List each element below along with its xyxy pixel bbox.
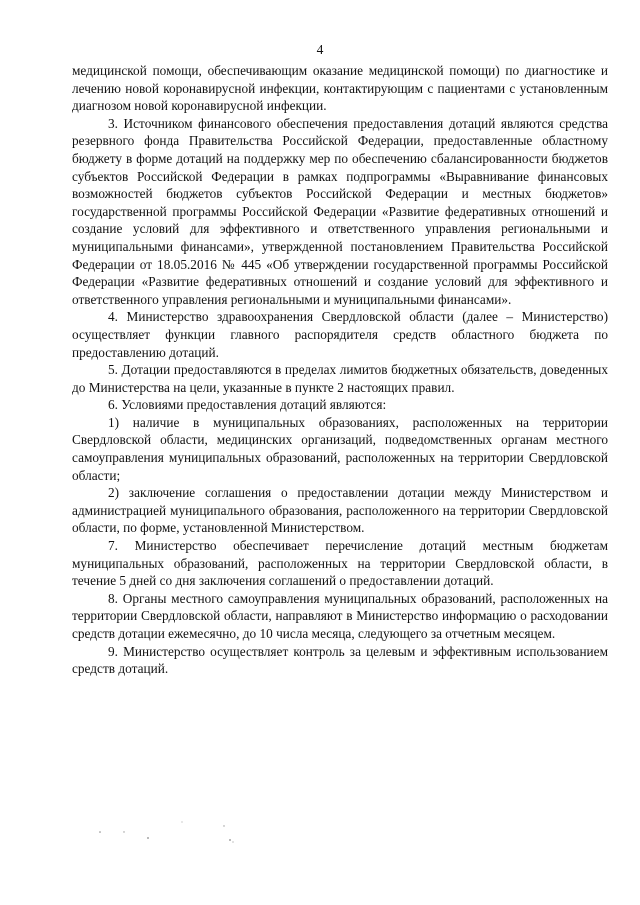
- condition-item-1: 1) наличие в муниципальных образованиях, расположенных на территории Свердловской области, медицинских организаций, подведомственных органам местного самоуправления муниципальных образований, расположенных на территории Свердловской области;: [72, 414, 608, 483]
- document-body: [72, 62, 608, 678]
- condition-item-2: 2) заключение соглашения о предоставлении дотации между Министерством и администрацией муниципального образования, расположенного на территории Свердловской области, по форме, установленной Министерством.: [72, 485, 608, 536]
- paragraph-4-ministry-role: 4. Министерство здравоохранения Свердловской области (далее – Министерство) осуществляет функции главного распорядителя средств областного бюджета по предоставлению дотаций.: [72, 309, 608, 360]
- paragraph-9-control: 9. Министерство осуществляет контроль за целевым и эффективным использованием средств дотаций.: [72, 643, 608, 677]
- paragraph-6-conditions: 6. Условиями предоставления дотаций являются:: [108, 397, 387, 413]
- page-number: 4: [316, 42, 324, 57]
- paragraph-7-transfer: 7. Министерство обеспечивает перечисление дотаций местным бюджетам муниципальных образований, расположенных на территории Свердловской области, в течение 5 дней со дня заключения соглашений о предоставлении дотаций.: [72, 538, 608, 589]
- paragraph-continuation: медицинской помощи, обеспечивающим оказание медицинской помощи) по диагностике и лечению новой коронавирусной инфекции, контактирующим с пациентами с установленным диагнозом новой коронавирусной инфекции.: [72, 63, 608, 114]
- paragraph-8-reporting: 8. Органы местного самоуправления муниципальных образований, расположенных на территории Свердловской области, направляют в Министерство информацию о расходовании средств дотации ежемесячно, до 10 числа месяца, следующего за отчетным месяцем.: [72, 590, 608, 641]
- paragraph-3-funding-source: 3. Источником финансового обеспечения предоставления дотаций являются средства резервного фонда Правительства Российской Федерации, предоставленные областному бюджету в форме дотаций на поддержку мер по обеспечению сбалансированности бюджетов субъектов Российской Федерации в рамках подпрограммы «Выравнивание финансовых возможностей бюджетов субъектов Российской Федерации и местных бюджетов» государственной программы Российской Федерации «Развитие федеративных отношений и создание условий для эффективного и ответственного управления региональными и муниципальными финансами», утвержденной постановлением Правительства Российской Федерации от 18.05.2016 № 445 «Об утверждении государственной программы Российской Федерации «Развитие федеративных отношений и создание условий для эффективного и ответственного управления региональными и муниципальными финансами».: [72, 115, 608, 307]
- paragraph-5-limits: 5. Дотации предоставляются в пределах лимитов бюджетных обязательств, доведенных до Министерства на цели, указанные в пункте 2 настоящих правил.: [72, 362, 608, 395]
- scan-specks: [90, 818, 290, 858]
